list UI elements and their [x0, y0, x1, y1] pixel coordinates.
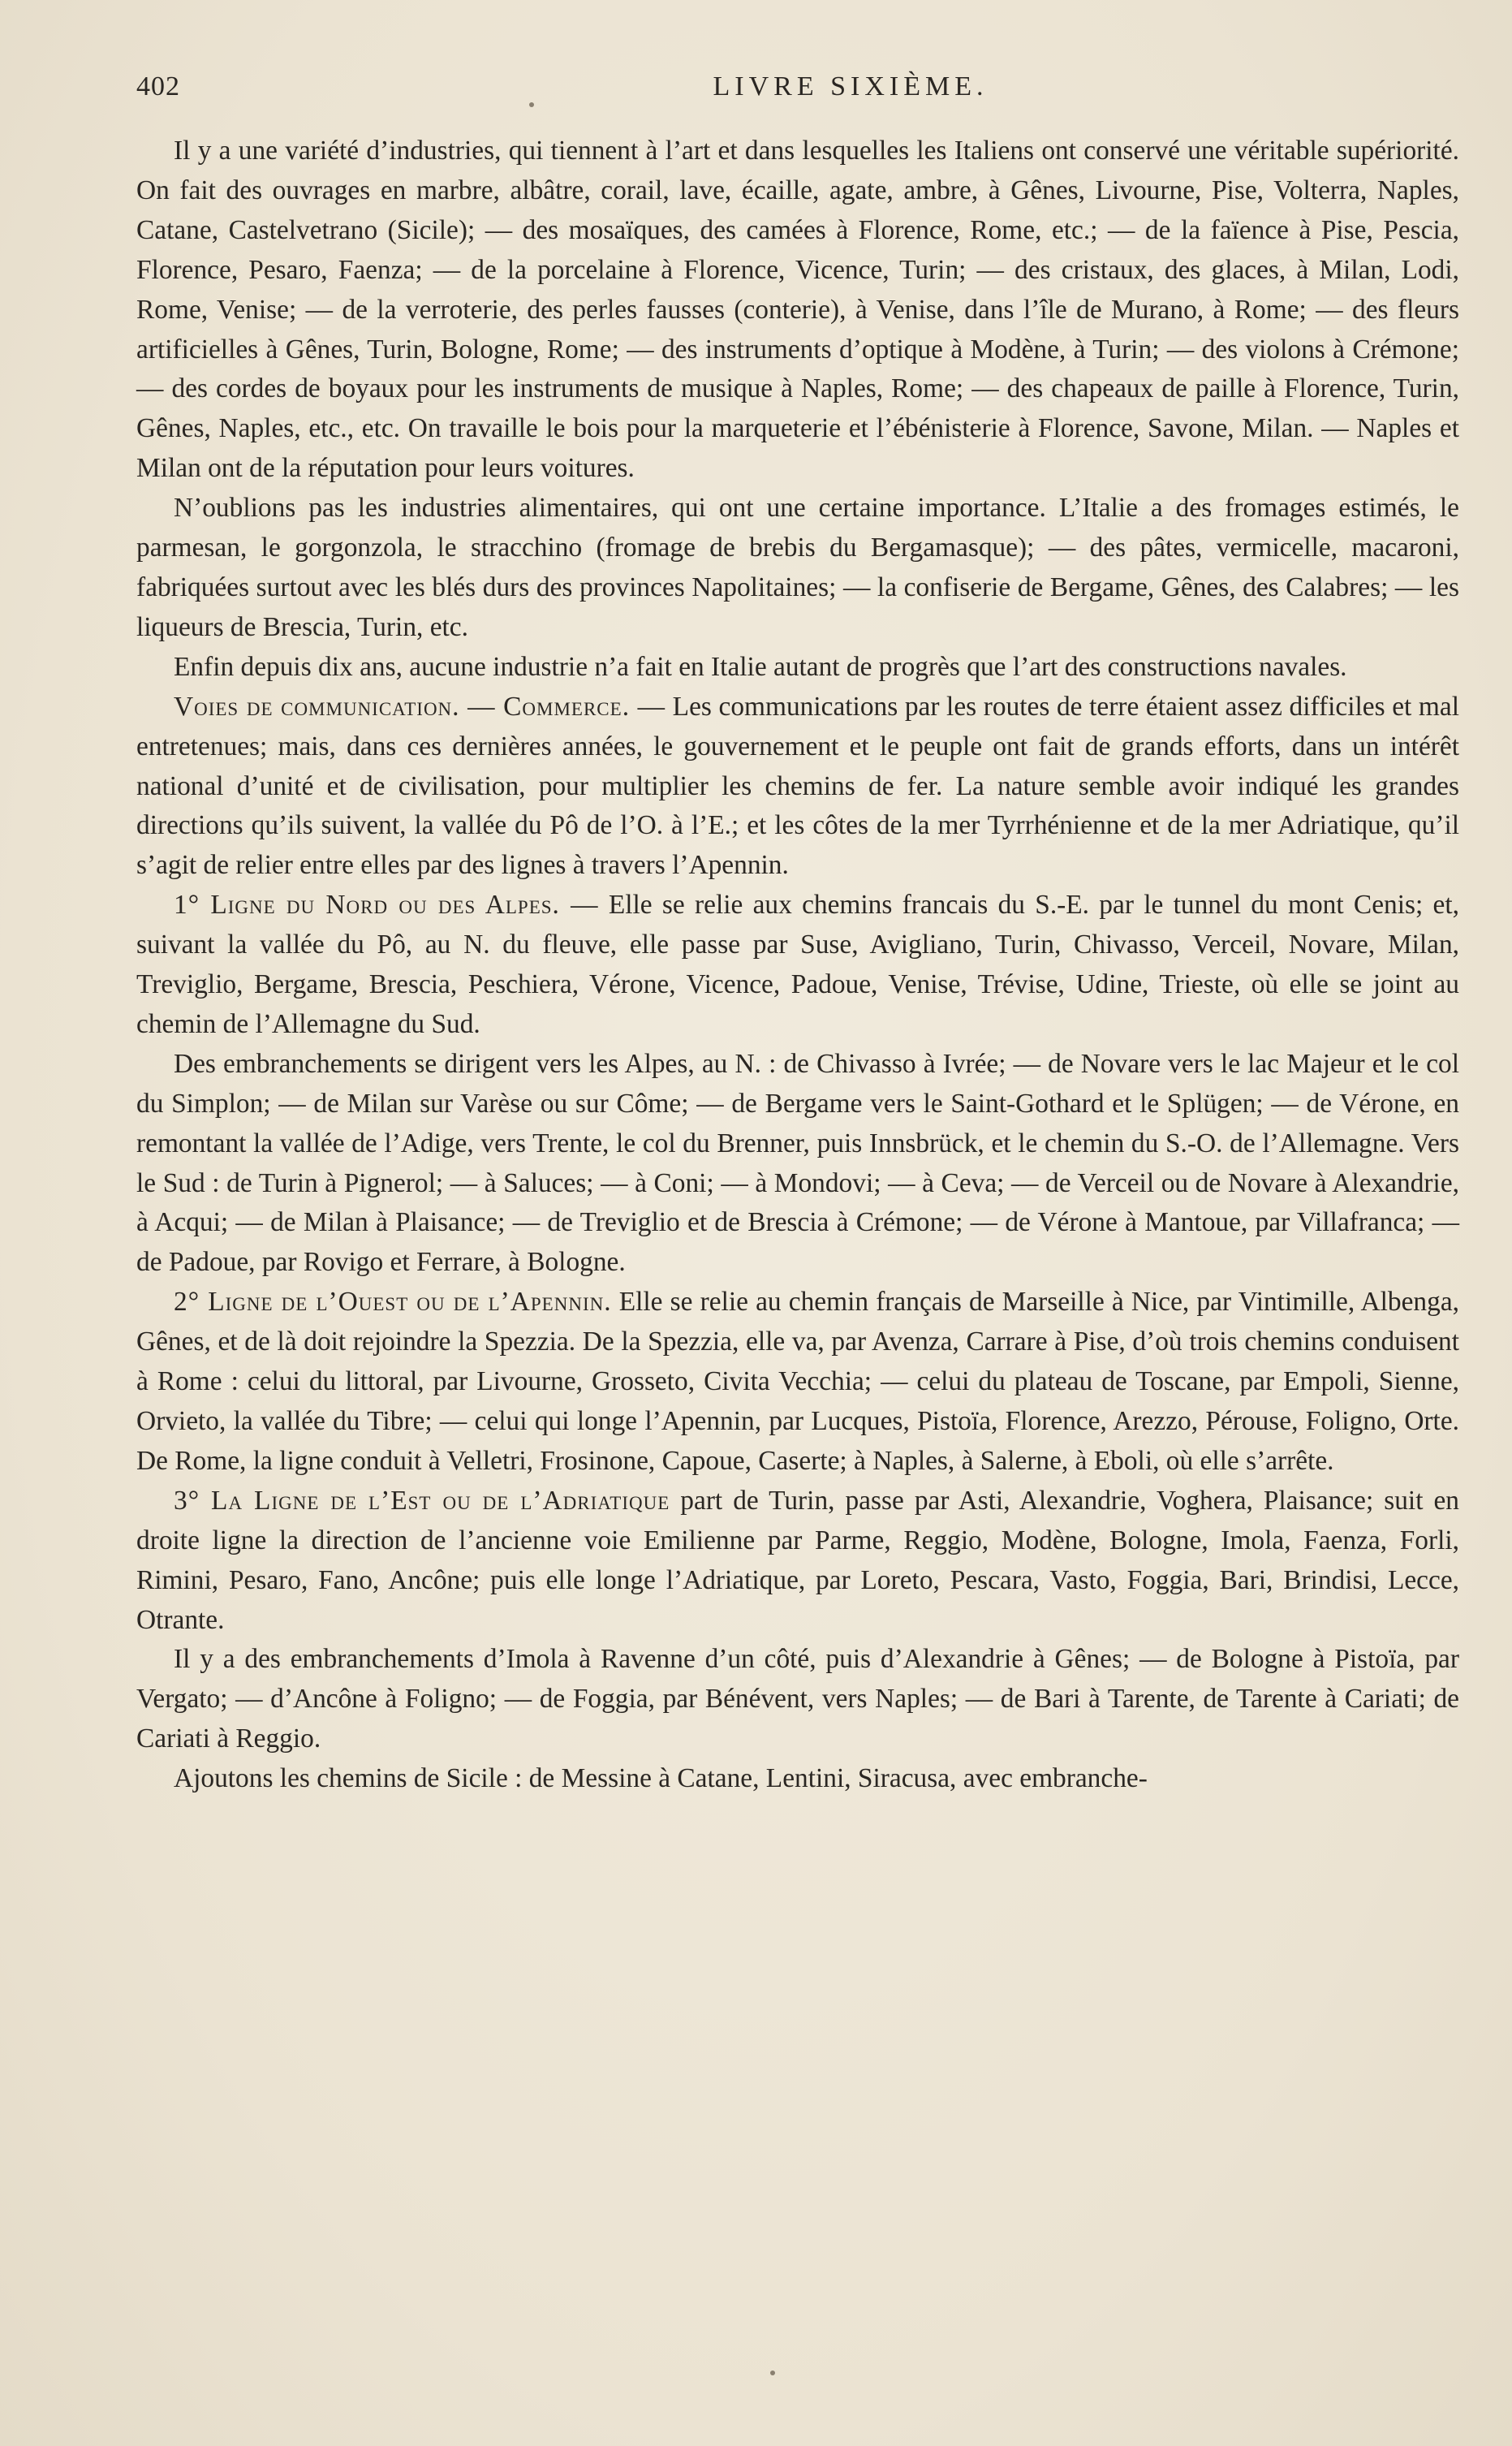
paragraph-constructions-navales: Enfin depuis dix ans, aucune industrie n’a fait en Italie autant de progrès que l’art des constructions navales. — [174, 651, 1347, 682]
ink-speck — [770, 2371, 775, 2375]
paragraph-embranchements-alpes: Des embranchements se dirigent vers les Alpes, au N. : de Chivasso à Ivrée; — de Novare vers le lac Majeur et le col du Simplon; — de Milan sur Varèse ou sur Côme; — de Bergame vers le Saint-Gothard et le Splügen; — de Vérone, en remontant la vallée de l’Adige, vers Trente, le col du Brenner, puis Innsbrück, et le chemin du S.-O. de l’Allemagne. Vers le Sud : de Turin à Pignerol; — à Saluces; — à Coni; — à Mondovi; — à Ceva; — de Verceil ou de Novare à Alexandrie, à Acqui; — de Milan à Plaisance; — de Treviglio et de Brescia à Crémone; — de Vérone à Mantoue, par Villafranca; — de Padoue, par Rovigo et Ferrare, à Bologne. — [136, 1048, 1459, 1278]
ink-speck — [529, 102, 534, 107]
section-heading: Voies de communication. — Commerce. — — [174, 691, 666, 722]
body-text — [136, 132, 1459, 1799]
section-heading: 1° Ligne du Nord ou des Alpes. — — [174, 890, 599, 921]
paragraph-ligne-nord: 1° Ligne du Nord ou des Alpes. — Elle se relie aux chemins francais du S.-E. par le tunnel du mont Cenis; et, suivant la vallée du Pô, au N. du fleuve, elle passe par Suse, Avigliano, Turin, Chivasso, Verceil, Novare, Milan, Treviglio, Bergame, Brescia, Peschiera, Vérone, Vicence, Padoue, Venise, Trévise, Udine, Trieste, où elle se joint au chemin de l’Allemagne du Sud. — [136, 890, 1459, 1039]
paragraph-ligne-ouest: 2° Ligne de l’Ouest ou de l’Apennin. Elle se relie au chemin français de Marseille à Nice, par Vintimille, Albenga, Gênes, et de là doit rejoindre la Spezzia. De la Spezzia, elle va, par Avenza, Carrare à Pise, d’où trois chemins conduisent à Rome : celui du littoral, par Livourne, Grosseto, Civita Vecchia; — celui du plateau de Toscane, par Empoli, Sienne, Orvieto, la vallée du Tibre; — celui qui longe l’Apennin, par Lucques, Pistoïa, Florence, Arezzo, Pérouse, Foligno, Orte. De Rome, la ligne conduit à Velletri, Frosinone, Capoue, Caserte; à Naples, à Salerne, à Eboli, où elle s’arrête. — [136, 1287, 1459, 1476]
running-title: LIVRE SIXIÈME. — [713, 71, 989, 101]
paragraph-embranchements-est: Il y a des embranchements d’Imola à Ravenne d’un côté, puis d’Alexandrie à Gênes; — de Bologne à Pistoïa, par Vergato; — d’Ancône à Foligno; — de Foggia, par Bénévent, vers Naples; — de Bari à Tarente, de Tarente à Cariati; de Cariati à Reggio. — [136, 1644, 1459, 1754]
page-header — [136, 71, 1467, 112]
paragraph-industries-alimentaires: N’oublions pas les industries alimentaires, qui ont une certaine importance. L’Italie a des fromages estimés, le parmesan, le gorgonzola, le stracchino (fromage de brebis du Bergamasque); — des pâtes, vermicelle, macaroni, fabriquées surtout avec les blés durs des provinces Napolitaines; — la confiserie de Bergame, Gênes, des Calabres; — les liqueurs de Brescia, Turin, etc. — [136, 493, 1459, 642]
page-number: 402 — [136, 71, 180, 101]
section-heading: 3° La Ligne de l’Est ou de l’Adriatique — [174, 1485, 670, 1516]
paragraph-ligne-est: 3° La Ligne de l’Est ou de l’Adriatique part de Turin, passe par Asti, Alexandrie, Voghera, Plaisance; suit en droite ligne la direction de l’ancienne voie Emilienne par Parme, Reggio, Modène, Bologne, Imola, Faenza, Forli, Rimini, Pesaro, Fano, Ancône; puis elle longe l’Adriatique, par Loreto, Pescara, Vasto, Foggia, Bari, Brindisi, Lecce, Otrante. — [136, 1485, 1460, 1635]
section-heading: 2° Ligne de l’Ouest ou de l’Apennin. — [174, 1287, 612, 1318]
paragraph-chemins-sicile: Ajoutons les chemins de Sicile : de Messine à Catane, Lentini, Siracusa, avec embranche- — [174, 1763, 1148, 1794]
paragraph-voies-communication: Voies de communication. — Commerce. — Les communications par les routes de terre étaient assez difficiles et mal entretenues; mais, dans ces dernières années, le gouvernement et le peuple ont fait de grands efforts, dans un intérêt national d’unité et de civilisation, pour multiplier les chemins de fer. La nature semble avoir indiqué les grandes directions qu’ils suivent, la vallée du Pô de l’O. à l’E.; et les côtes de la mer Tyrrhénienne et de la mer Adriatique, qu’il s’agit de relier entre elles par des lignes à travers l’Apennin. — [136, 691, 1459, 881]
paragraph-industries-art: Il y a une variété d’industries, qui tiennent à l’art et dans lesquelles les Italiens ont conservé une véritable supériorité. On fait des ouvrages en marbre, albâtre, corail, lave, écaille, agate, ambre, à Gênes, Livourne, Pise, Volterra, Naples, Catane, Castelvetrano (Sicile); — des mosaïques, des camées à Florence, Rome, etc.; — de la faïence à Pise, Pescia, Florence, Pesaro, Faenza; — de la porcelaine à Florence, Vicence, Turin; — des cristaux, des glaces, à Milan, Lodi, Rome, Venise; — de la verroterie, des perles fausses (conterie), à Venise, dans l’île de Murano, à Rome; — des fleurs artificielles à Gênes, Turin, Bologne, Rome; — des instruments d’optique à Modène, à Turin; — des violons à Crémone; — des cordes de boyaux pour les instruments de musique à Naples, Rome; — des chapeaux de paille à Florence, Turin, Gênes, Naples, etc., etc. On travaille le bois pour la marqueterie et l’ébénisterie à Florence, Savone, Milan. — Naples et Milan ont de la réputation pour leurs voitures. — [136, 136, 1459, 484]
